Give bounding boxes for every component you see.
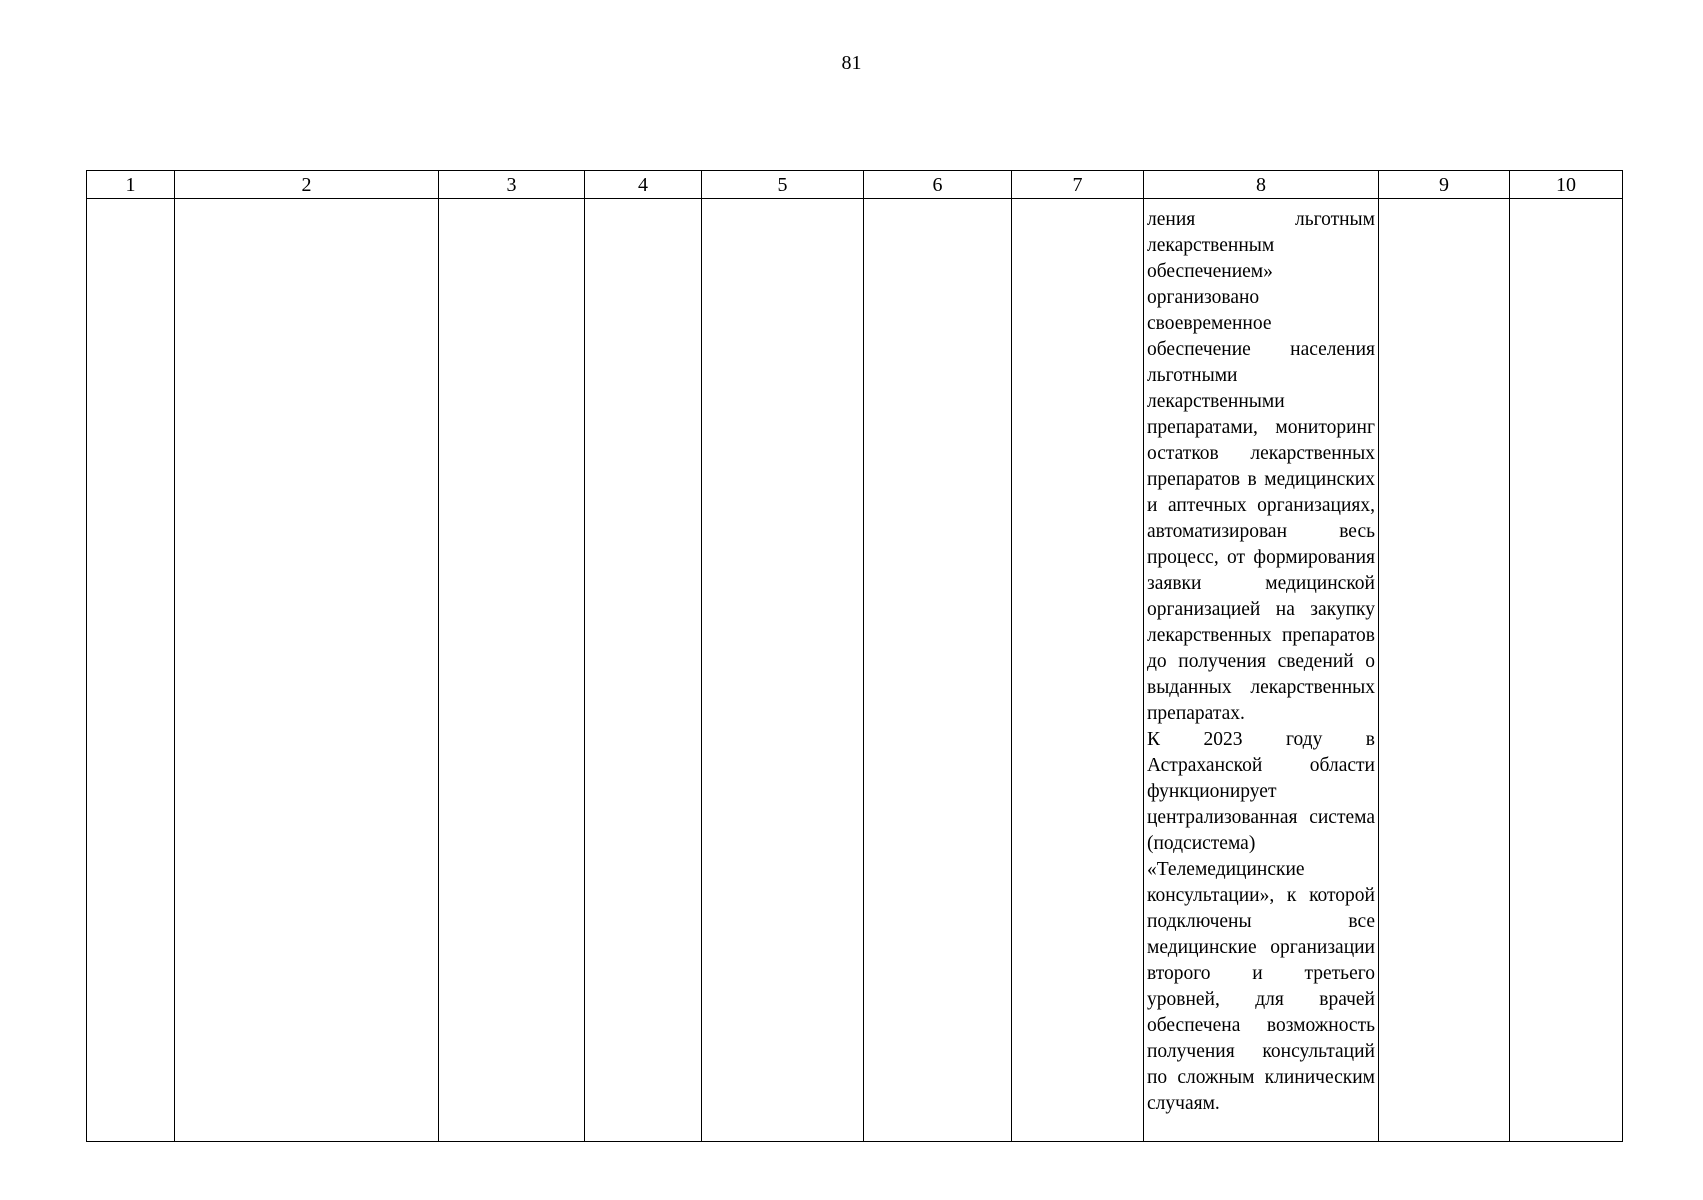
column-header-7: 7 bbox=[1012, 171, 1144, 199]
table-cell-col-8 bbox=[1144, 199, 1379, 1142]
column-header-8: 8 bbox=[1144, 171, 1379, 199]
column-header-2: 2 bbox=[175, 171, 439, 199]
table-cell-col-4 bbox=[585, 199, 702, 1142]
column-header-4: 4 bbox=[585, 171, 702, 199]
column-header-5: 5 bbox=[702, 171, 864, 199]
table-cell-col-5 bbox=[702, 199, 864, 1142]
column-header-10: 10 bbox=[1510, 171, 1623, 199]
table-cell-col-2 bbox=[175, 199, 439, 1142]
column-header-9: 9 bbox=[1379, 171, 1510, 199]
column-header-6: 6 bbox=[864, 171, 1012, 199]
table-cell-col-7 bbox=[1012, 199, 1144, 1142]
table-header-row bbox=[87, 171, 1623, 199]
table-cell-col-9 bbox=[1379, 199, 1510, 1142]
result-description-text: ления льготным лекарственным обеспечением» организовано своевременное обеспечение населения льготными лекарственными препаратами, мониторинг остатков лекарственных препаратов в медицинских и аптечных организациях, автоматизирован весь процесс, от формирования заявки медицинской организацией на закупку лекарственных препаратов до получения сведений о выданных лекарственных препаратах. К 2023 году в Астраханской области функционирует централизованная система (подсистема) «Телемедицинские консультации», к которой подключены все медицинские организации второго и третьего уровней, для врачей обеспечена возможность получения консультаций по сложным клиническим случаям. bbox=[1147, 209, 1375, 1114]
page-number: 81 bbox=[841, 52, 862, 74]
table-cell-col-10 bbox=[1510, 199, 1623, 1142]
column-header-1: 1 bbox=[87, 171, 175, 199]
table-row bbox=[87, 199, 1623, 1142]
table-cell-col-3 bbox=[439, 199, 585, 1142]
column-header-3: 3 bbox=[439, 171, 585, 199]
table-cell-col-6 bbox=[864, 199, 1012, 1142]
table-cell-col-1 bbox=[87, 199, 175, 1142]
program-table bbox=[86, 170, 1623, 1142]
